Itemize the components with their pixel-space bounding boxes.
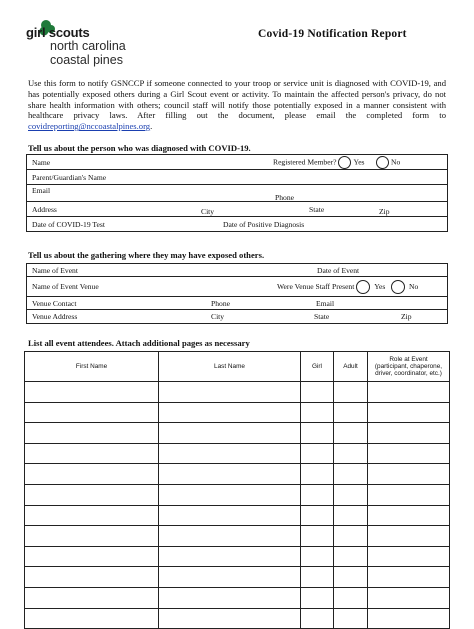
column-last-name: Last Name [159, 352, 301, 382]
registered-yes-radio[interactable] [338, 156, 351, 169]
last-name-cell[interactable] [159, 382, 301, 403]
first-name-cell[interactable] [25, 505, 159, 526]
page-title: Covid-19 Notification Report [258, 28, 407, 40]
section3-heading: List all event attendees. Attach additional pages as necessary [28, 338, 250, 348]
zip-label: Zip [379, 207, 390, 216]
role-cell[interactable] [368, 382, 450, 403]
attendees-table [24, 351, 450, 629]
adult-cell[interactable] [334, 464, 368, 485]
adult-cell[interactable] [334, 402, 368, 423]
role-cell[interactable] [368, 546, 450, 567]
event-date-label: Date of Event [317, 266, 360, 275]
first-name-cell[interactable] [25, 567, 159, 588]
venue-city-label: City [211, 312, 225, 321]
adult-cell[interactable] [334, 423, 368, 444]
attendee-row [25, 382, 450, 403]
last-name-cell[interactable] [159, 402, 301, 423]
address-label: Address [32, 204, 57, 214]
intro-end: . [150, 121, 153, 132]
attendee-row [25, 402, 450, 423]
role-cell[interactable] [368, 567, 450, 588]
name-label: Name [32, 157, 51, 167]
logo-text-girl-scouts: girl scouts [26, 25, 90, 40]
state-label: State [309, 205, 325, 214]
parent-field[interactable] [27, 170, 448, 185]
last-name-cell[interactable] [159, 526, 301, 547]
venue-name-field[interactable] [27, 277, 448, 297]
column-role [368, 352, 450, 382]
girl-cell[interactable] [301, 608, 334, 629]
adult-cell[interactable] [334, 505, 368, 526]
venue-email-label: Email [316, 299, 335, 308]
first-name-cell[interactable] [25, 382, 159, 403]
venue-address-field[interactable] [27, 310, 448, 324]
staff-present-label: Were Venue Staff Present [277, 281, 355, 291]
attendee-row [25, 587, 450, 608]
role-title: Role at Event [389, 355, 428, 363]
adult-cell[interactable] [334, 567, 368, 588]
attendee-row [25, 526, 450, 547]
column-adult: Adult [334, 352, 368, 382]
city-label: City [201, 207, 215, 216]
venue-state-label: State [314, 312, 330, 321]
staff-no-label: No [409, 281, 419, 291]
first-name-cell[interactable] [25, 402, 159, 423]
attendee-row [25, 505, 450, 526]
role-cell[interactable] [368, 484, 450, 505]
last-name-cell[interactable] [159, 587, 301, 608]
intro-paragraph [28, 78, 446, 132]
first-name-cell[interactable] [25, 464, 159, 485]
email-phone-field[interactable] [27, 185, 448, 202]
role-cell[interactable] [368, 526, 450, 547]
girl-cell[interactable] [301, 505, 334, 526]
parent-label: Parent/Guardian's Name [32, 172, 107, 182]
email-label: Email [32, 186, 51, 195]
registered-member-group [273, 156, 400, 169]
last-name-cell[interactable] [159, 505, 301, 526]
attendee-row [25, 423, 450, 444]
phone-label: Phone [275, 193, 294, 202]
registered-no-label: No [391, 157, 401, 167]
attendee-row [25, 567, 450, 588]
attendee-row [25, 464, 450, 485]
staff-present-group [277, 280, 418, 294]
adult-cell[interactable] [334, 587, 368, 608]
address-field[interactable] [27, 202, 448, 217]
venue-name-label: Name of Event Venue [32, 282, 99, 291]
logo-text-north-carolina: north carolina [50, 39, 126, 53]
girl-cell[interactable] [301, 402, 334, 423]
section2-heading: Tell us about the gathering where they may have exposed others. [28, 250, 265, 260]
girl-cell[interactable] [301, 526, 334, 547]
adult-cell[interactable] [334, 546, 368, 567]
last-name-cell[interactable] [159, 423, 301, 444]
first-name-cell[interactable] [25, 423, 159, 444]
attendee-row [25, 443, 450, 464]
role-hint-2: driver, coordinator, etc.) [375, 370, 442, 378]
girl-cell[interactable] [301, 484, 334, 505]
girl-cell[interactable] [301, 567, 334, 588]
role-hint-1: (participant, chaperone, [374, 362, 443, 370]
last-name-cell[interactable] [159, 464, 301, 485]
column-first-name: First Name [25, 352, 159, 382]
role-cell[interactable] [368, 505, 450, 526]
role-cell[interactable] [368, 423, 450, 444]
venue-address-label: Venue Address [32, 312, 78, 321]
email-link[interactable]: covidreporting@nccoastalpines.org [28, 121, 151, 132]
girl-scouts-logo [24, 19, 164, 71]
venue-contact-field[interactable] [27, 297, 448, 310]
girl-cell[interactable] [301, 382, 334, 403]
venue-contact-label: Venue Contact [32, 298, 77, 308]
last-name-cell[interactable] [159, 443, 301, 464]
adult-cell[interactable] [334, 484, 368, 505]
event-name-field[interactable] [27, 264, 448, 277]
role-cell[interactable] [368, 402, 450, 423]
name-field[interactable] [27, 155, 448, 170]
last-name-cell[interactable] [159, 608, 301, 629]
adult-cell[interactable] [334, 608, 368, 629]
staff-yes-label: Yes [374, 281, 386, 291]
girl-cell[interactable] [301, 443, 334, 464]
first-name-cell[interactable] [25, 587, 159, 608]
adult-cell[interactable] [334, 526, 368, 547]
first-name-cell[interactable] [25, 484, 159, 505]
adult-cell[interactable] [334, 382, 368, 403]
registered-no-radio[interactable] [376, 156, 389, 169]
venue-zip-label: Zip [401, 312, 412, 321]
first-name-cell[interactable] [25, 546, 159, 567]
girl-cell[interactable] [301, 464, 334, 485]
attendee-row [25, 608, 450, 629]
girl-cell[interactable] [301, 546, 334, 567]
registered-yes-label: Yes [353, 157, 365, 167]
last-name-cell[interactable] [159, 546, 301, 567]
last-name-cell[interactable] [159, 484, 301, 505]
registered-label: Registered Member? [273, 157, 337, 167]
last-name-cell[interactable] [159, 567, 301, 588]
date-diagnosis-label: Date of Positive Diagnosis [223, 220, 305, 229]
girl-cell[interactable] [301, 423, 334, 444]
section1-heading: Tell us about the person who was diagnosed with COVID-19. [28, 143, 251, 153]
girl-cell[interactable] [301, 587, 334, 608]
event-name-label: Name of Event [32, 265, 78, 275]
staff-yes-radio[interactable] [356, 280, 370, 294]
date-test-label: Date of COVID-19 Test [32, 219, 105, 229]
gathering-table [26, 263, 448, 324]
role-cell[interactable] [368, 608, 450, 629]
logo-text-coastal-pines: coastal pines [50, 53, 123, 67]
adult-cell[interactable] [334, 443, 368, 464]
role-cell[interactable] [368, 587, 450, 608]
first-name-cell[interactable] [25, 608, 159, 629]
staff-no-radio[interactable] [391, 280, 405, 294]
attendee-row [25, 484, 450, 505]
dates-field[interactable] [27, 217, 448, 232]
diagnosed-person-table [26, 154, 448, 232]
attendee-row [25, 546, 450, 567]
role-cell[interactable] [368, 464, 450, 485]
intro-text: Use this form to notify GSNCCP if someone connected to your troop or service unit is diagnosed with COVID-19, and has potentially exposed others during a Girl Scout event or activity. To maintain the affected person's privacy, do not share health information with others; council staff will notify those potentially exposed in a manner consistent with healthcare privacy laws. After filling out the document, please email the completed form to [28, 78, 446, 121]
column-girl: Girl [301, 352, 334, 382]
first-name-cell[interactable] [25, 443, 159, 464]
venue-phone-label: Phone [211, 299, 230, 308]
role-cell[interactable] [368, 443, 450, 464]
first-name-cell[interactable] [25, 526, 159, 547]
